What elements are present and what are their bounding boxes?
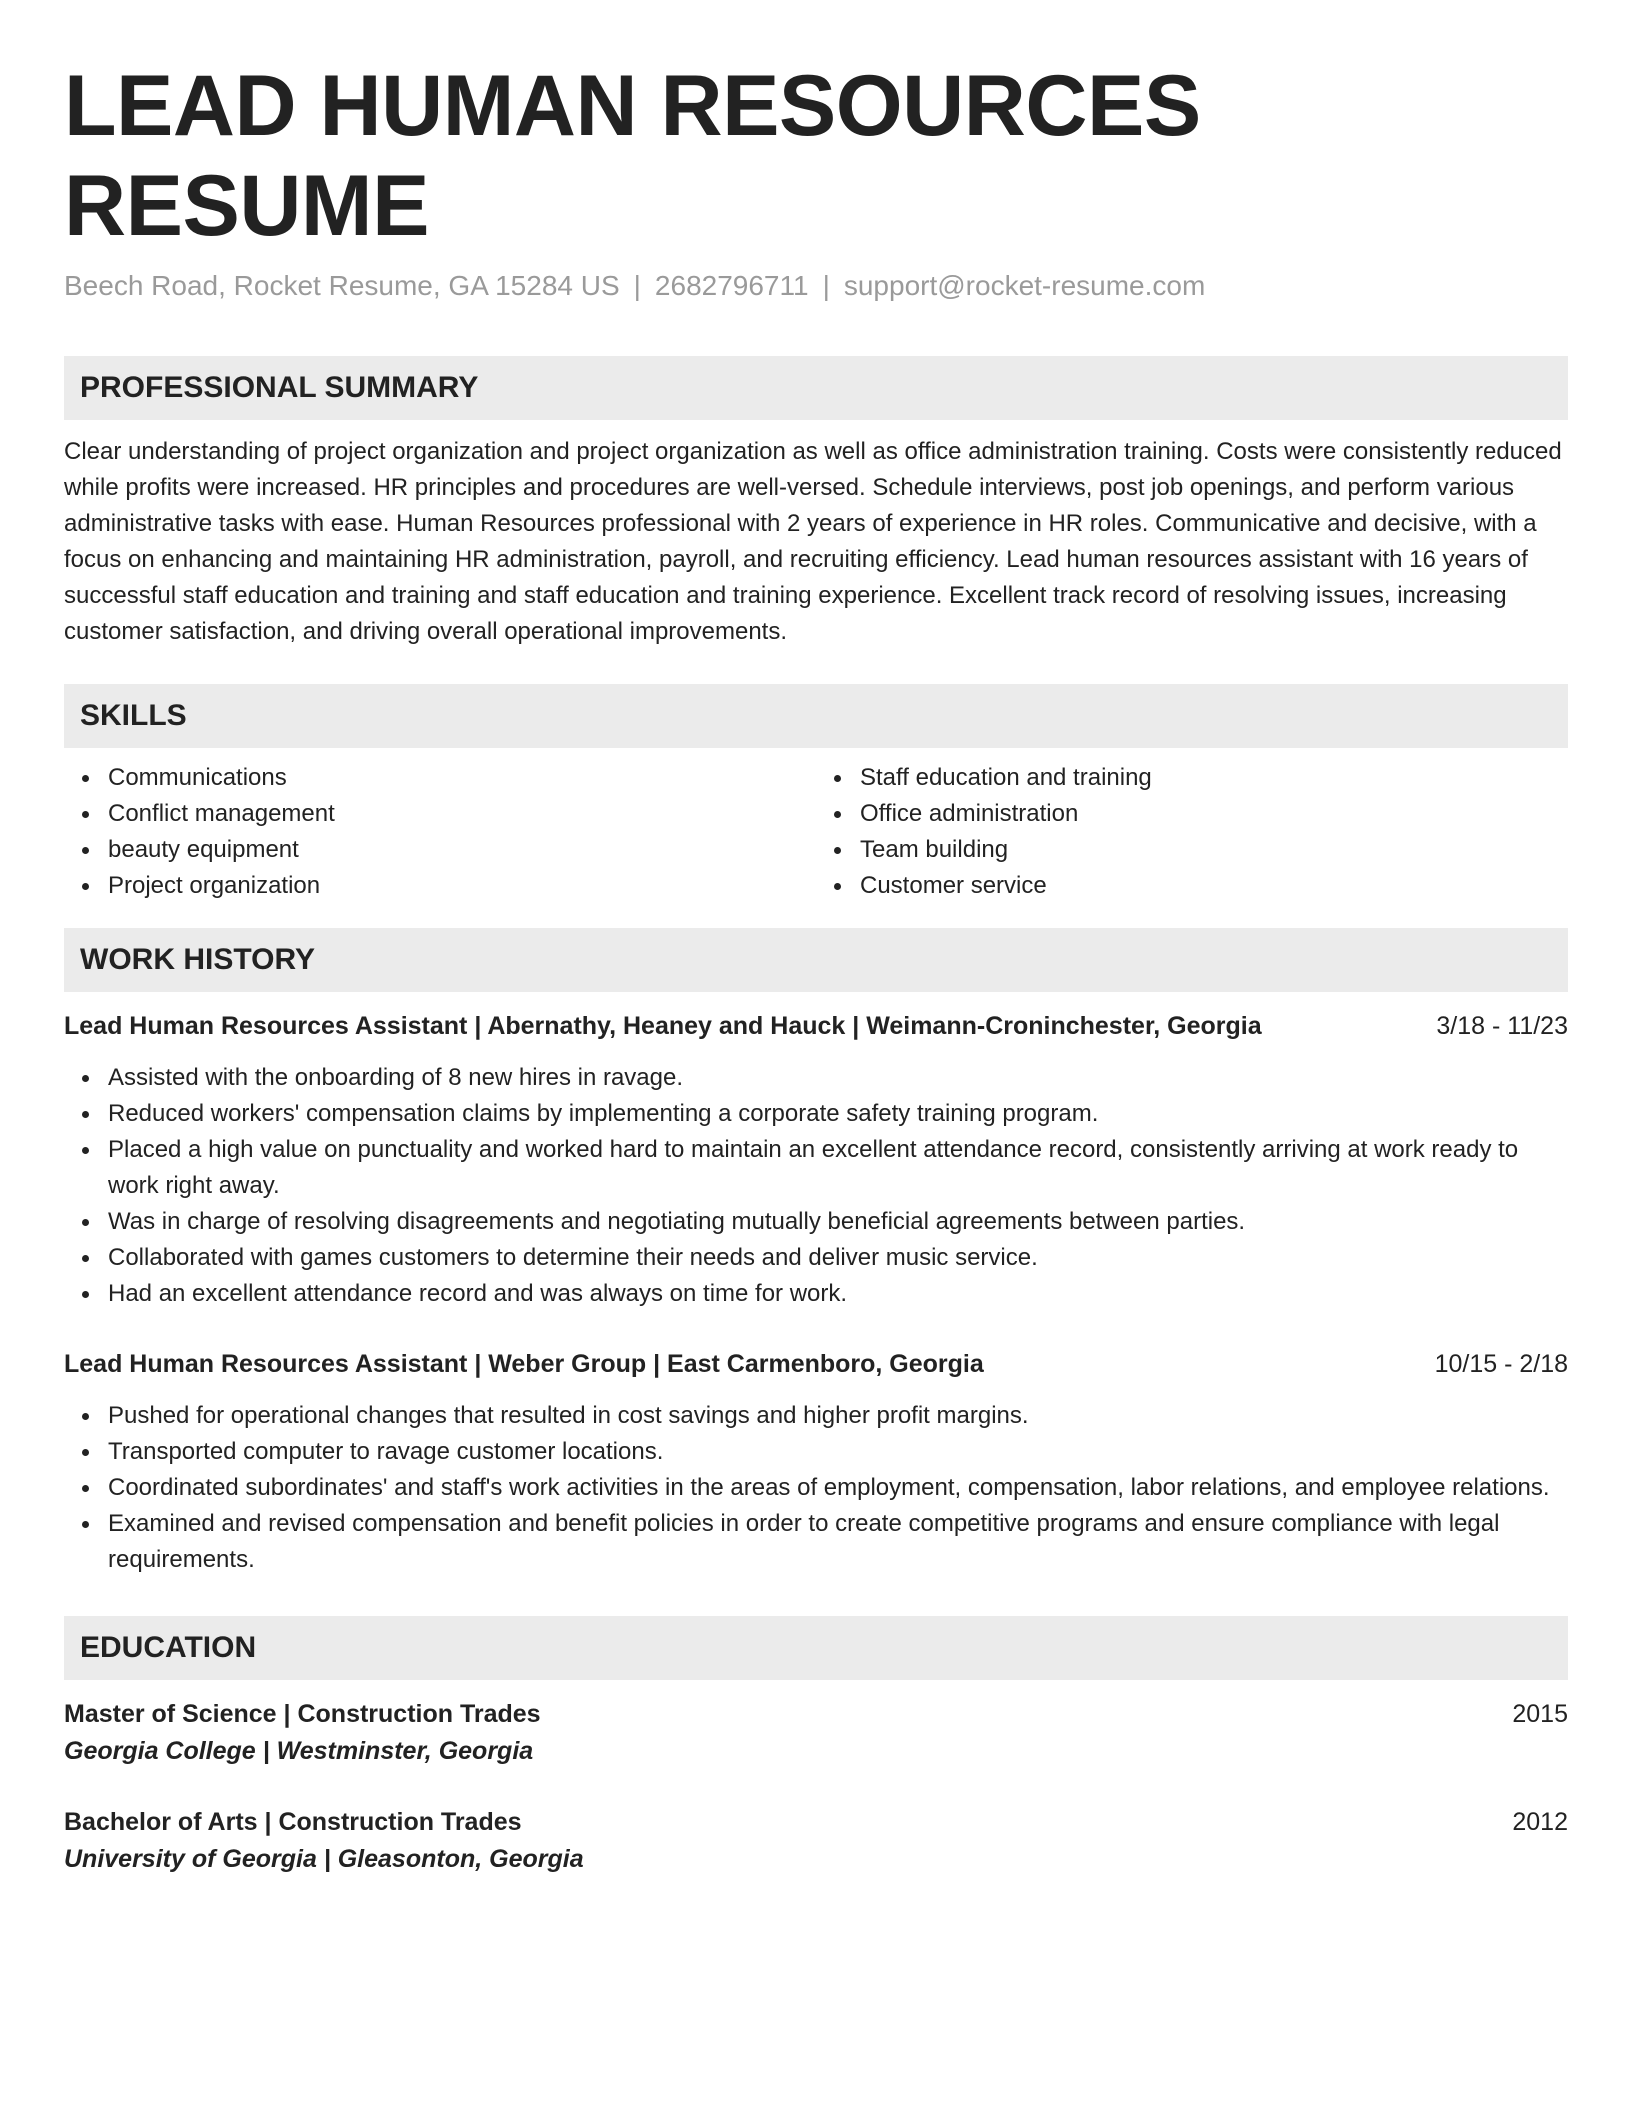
education-header [64, 1696, 1568, 1732]
summary-text: Clear understanding of project organization and project organization as well as office administration training. Costs were consistently reduced while profits were increased. HR principles and procedures are well-versed. Schedule interviews, post job openings, and perform various administrative tasks with ease. Human Resources professional with 2 years of experience in HR roles. Communicative and decisive, with a focus on enhancing and maintaining HR administration, payroll, and recruiting efficiency. Lead human resources assistant with 16 years of successful staff education and training and staff education and training experience. Excellent track record of resolving issues, increasing customer satisfaction, and driving overall operational improvements. [64, 438, 1562, 645]
skills-list [64, 760, 1568, 904]
contact-line [64, 268, 1568, 304]
job-bullets [64, 1060, 1568, 1312]
resume-title: LEAD HUMAN RESOURCES RESUME [64, 58, 1201, 254]
skill-item: Customer service [860, 868, 1568, 904]
education-degree: Master of Science | Construction Trades [64, 1700, 541, 1728]
skill-item: beauty equipment [108, 832, 816, 868]
skills-column-right [816, 760, 1568, 904]
job-bullet: Collaborated with games customers to determine their needs and deliver music service. [108, 1240, 1568, 1276]
job-bullet: Coordinated subordinates' and staff's work activities in the areas of employment, compensation, labor relations, and employee relations. [108, 1470, 1568, 1506]
job-bullets [64, 1398, 1568, 1578]
education-year: 2012 [1512, 1808, 1568, 1836]
job-title: Lead Human Resources Assistant | Abernathy, Heaney and Hauck | Weimann-Croninchester, Georgia [64, 1012, 1262, 1040]
skill-item: Office administration [860, 796, 1568, 832]
education-entry [64, 1696, 1568, 1770]
contact-separator: | [822, 270, 830, 301]
section-heading-work-history: WORK HISTORY [64, 928, 1568, 992]
job-entry [64, 1346, 1568, 1578]
skill-item: Conflict management [108, 796, 816, 832]
education-school: Georgia College | Westminster, Georgia [64, 1737, 534, 1765]
job-bullet: Examined and revised compensation and benefit policies in order to create competitive programs and ensure compliance with legal requirements. [108, 1506, 1568, 1578]
contact-separator: | [633, 270, 641, 301]
job-bullet: Transported computer to ravage customer locations. [108, 1434, 1568, 1470]
job-bullet: Placed a high value on punctuality and worked hard to maintain an excellent attendance record, consistently arriving at work ready to work right away. [108, 1132, 1568, 1204]
skill-item: Team building [860, 832, 1568, 868]
section-heading-education: EDUCATION [64, 1616, 1568, 1680]
job-header [64, 1008, 1568, 1044]
job-dates: 10/15 - 2/18 [1434, 1350, 1568, 1378]
job-bullet: Assisted with the onboarding of 8 new hires in ravage. [108, 1060, 1568, 1096]
job-dates: 3/18 - 11/23 [1436, 1012, 1568, 1040]
education-entry [64, 1804, 1568, 1878]
skill-item: Project organization [108, 868, 816, 904]
skill-item: Staff education and training [860, 760, 1568, 796]
job-title: Lead Human Resources Assistant | Weber Group | East Carmenboro, Georgia [64, 1350, 984, 1378]
contact-address: Beech Road, Rocket Resume, GA 15284 US [64, 270, 620, 301]
education-school: University of Georgia | Gleasonton, Georgia [64, 1845, 584, 1873]
job-bullet: Reduced workers' compensation claims by implementing a corporate safety training program. [108, 1096, 1568, 1132]
section-heading-skills: SKILLS [64, 684, 1568, 748]
job-bullet: Had an excellent attendance record and was always on time for work. [108, 1276, 1568, 1312]
education-header [64, 1804, 1568, 1840]
education-degree: Bachelor of Arts | Construction Trades [64, 1808, 522, 1836]
job-bullet: Pushed for operational changes that resulted in cost savings and higher profit margins. [108, 1398, 1568, 1434]
section-heading-summary: PROFESSIONAL SUMMARY [64, 356, 1568, 420]
skills-column-left [64, 760, 816, 904]
job-entry [64, 1008, 1568, 1312]
contact-email: support@rocket-resume.com [843, 270, 1206, 301]
skill-item: Communications [108, 760, 816, 796]
contact-phone: 2682796711 [654, 270, 809, 301]
education-year: 2015 [1512, 1700, 1568, 1728]
job-header [64, 1346, 1568, 1382]
job-bullet: Was in charge of resolving disagreements and negotiating mutually beneficial agreements between parties. [108, 1204, 1568, 1240]
